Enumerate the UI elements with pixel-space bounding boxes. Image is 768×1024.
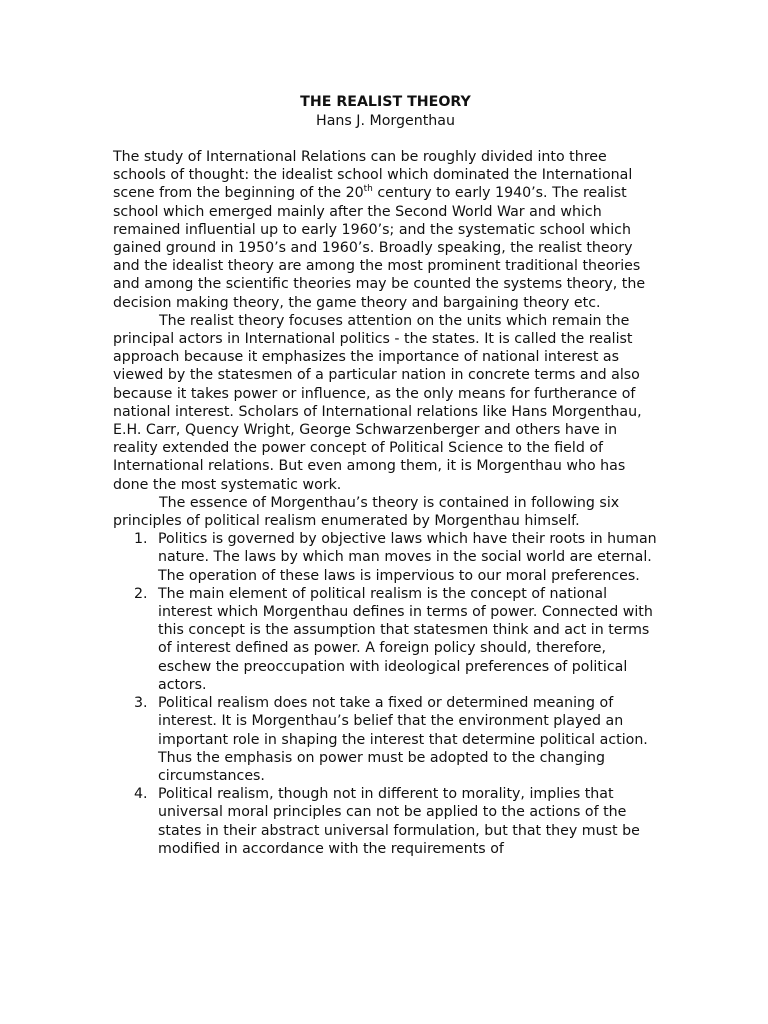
paragraph-intro-text-a: The study of International Relations can be roughly divided into three schools of thought: the idealist school which dominated the International scene from the beginning of the 20 [113, 149, 633, 202]
list-item-text: Political realism does not take a fixed or determined meaning of interest. It is Morgenthau’s belief that the environment played an important role in shaping the interest that determine political action. Thus the emphasis on power must be adopted to the changing circumstances. [158, 695, 648, 784]
document-title: THE REALIST THEORY [300, 94, 471, 110]
paragraph-realist-theory: The realist theory focuses attention on the units which remain the principal actors in International politics - the states. It is called the realist approach because it emphasizes the importance of national interest as viewed by the statesmen of a particular nation in concrete terms and also because it takes power or influence, as the only means for furtherance of national interest. Scholars of International relations like Hans Morgenthau, E.H. Carr, Quency Wright, George Schwarzenberger and others have in reality extended the power concept of Political Science to the field of International relations. But even among them, it is Morgenthau who has done the most systematic work. [113, 312, 642, 493]
ordinal-superscript: th [363, 184, 373, 195]
list-item-number: 1. [134, 531, 148, 548]
paragraph-intro-text-b: century to early 1940’s. The realist school which emerged mainly after the Second World War and which remained influential up to early 1960’s; and the systematic school which gained ground in 1950’s and 1960’s. Broadly speaking, the realist theory and the idealist theory are among the most prominent traditional theories and among the scientific theories may be counted the systems theory, the decision making theory, the game theory and bargaining theory etc. [113, 185, 646, 311]
list-item [113, 694, 658, 785]
list-item-text: The main element of political realism is the concept of national interest which Morgenthau defines in terms of power. Connected with this concept is the assumption that statesmen think and act in terms of interest defined as power. A foreign policy should, therefore, eschew the preoccupation with ideological preferences of political actors. [158, 585, 653, 693]
document-body [113, 92, 658, 858]
paragraph-essence: The essence of Morgenthau’s theory is contained in following six principles of political realism enumerated by Morgenthau himself. [113, 494, 620, 530]
paragraph-intro [113, 148, 658, 312]
list-item [113, 785, 658, 858]
list-item [113, 530, 658, 585]
list-item-number: 4. [134, 786, 148, 803]
principles-list [113, 530, 658, 858]
list-item-number: 2. [134, 585, 148, 602]
list-item-number: 3. [134, 695, 148, 712]
document-author: Hans J. Morgenthau [316, 113, 455, 129]
list-item-text: Political realism, though not in different to morality, implies that universal moral principles can not be applied to the actions of the states in their abstract universal formulation, but that they must be modified in accordance with the requirements of [158, 786, 640, 857]
list-item-text: Politics is governed by objective laws which have their roots in human nature. The laws by which man moves in the social world are eternal. The operation of these laws is impervious to our moral preferences. [158, 531, 657, 584]
list-item [113, 585, 658, 694]
